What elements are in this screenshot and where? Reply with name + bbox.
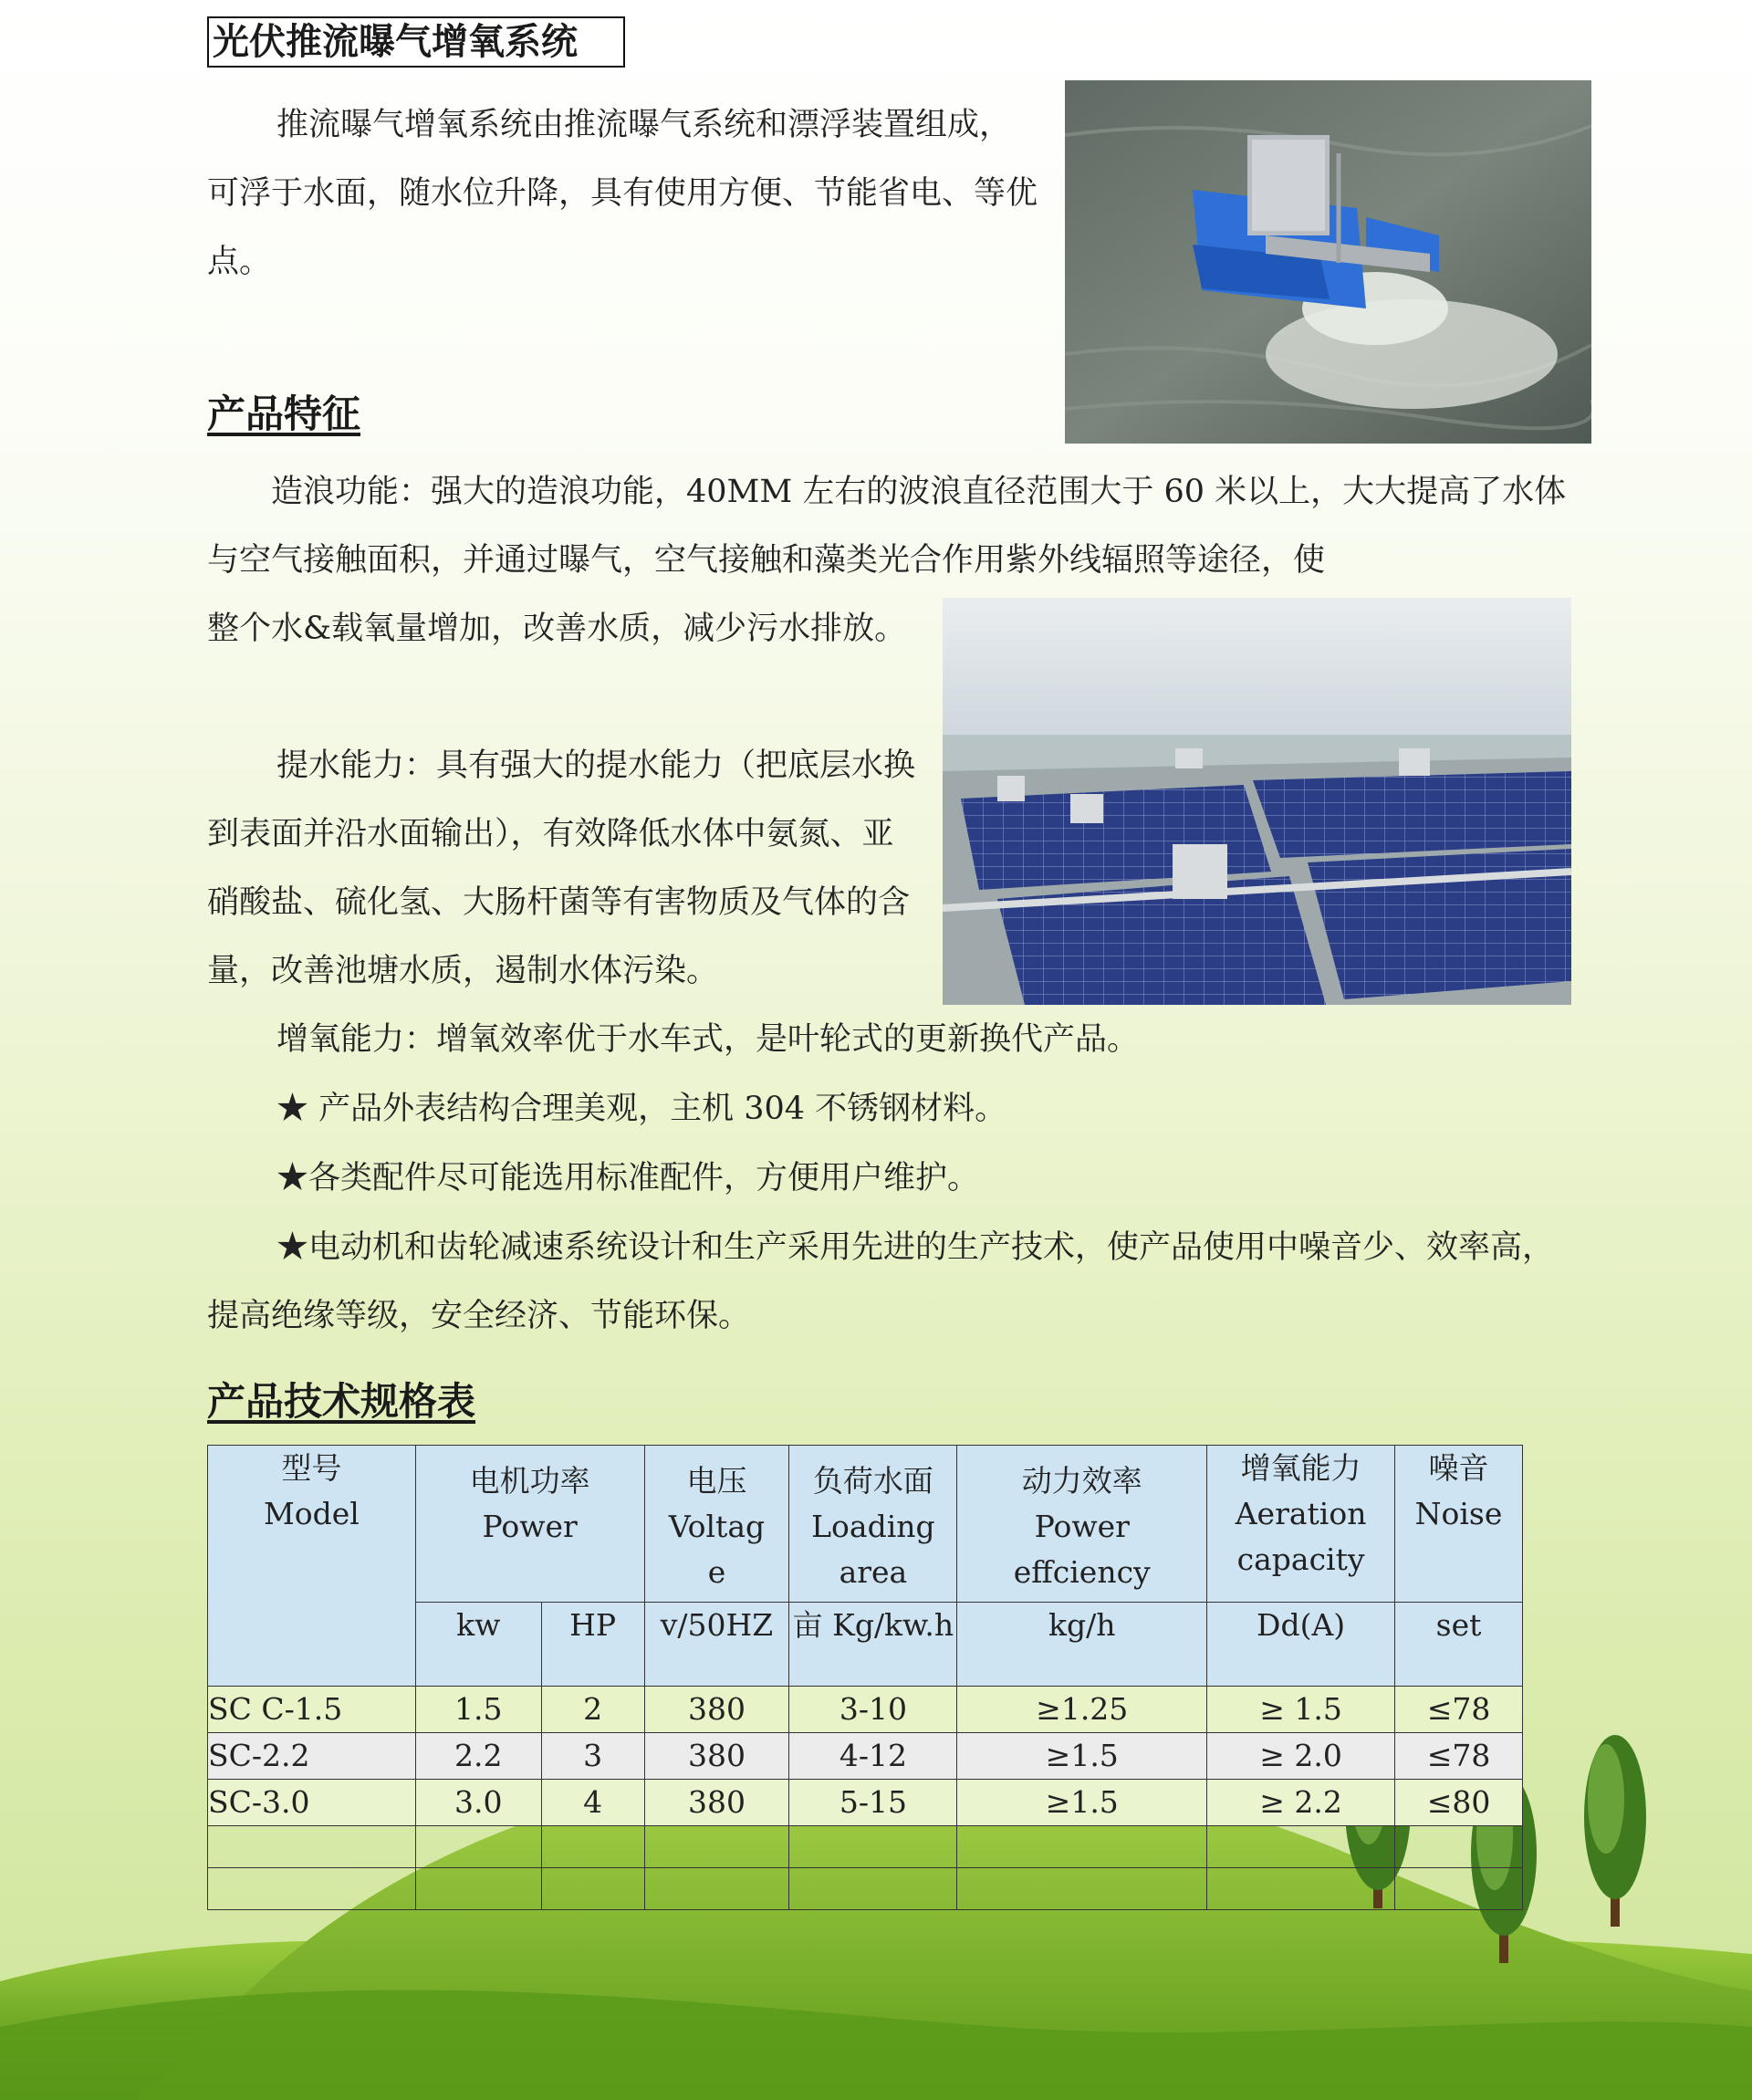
header-loading: 负荷水面 Loading area xyxy=(789,1446,957,1603)
table-row xyxy=(208,1733,1523,1780)
header-noise: 噪音 Noise xyxy=(1395,1446,1523,1603)
table-cell: 3-10 xyxy=(789,1687,957,1733)
header-power: 电机功率 Power xyxy=(415,1446,644,1603)
table-cell: ≥ 1.5 xyxy=(1207,1687,1395,1733)
table-cell: SC-2.2 xyxy=(208,1733,416,1780)
unit-cell: set xyxy=(1395,1603,1523,1687)
table-cell: SC C-1.5 xyxy=(208,1687,416,1733)
bullet-item: ★ 产品外表结构合理美观，主机 304 不锈钢材料。 xyxy=(276,1091,1007,1127)
intro-paragraph: 推流曝气增氧系统由推流曝气系统和漂浮装置组成，可浮于水面，随水位升降，具有使用方便、节能省电、等优点。 xyxy=(207,107,1038,280)
header-efficiency: 动力效率 Power effciency xyxy=(957,1446,1207,1603)
wave-paragraph-rest: 整个水&载氧量增加，改善水质，减少污水排放。 xyxy=(207,611,907,647)
table-cell: ≥ 2.0 xyxy=(1207,1733,1395,1780)
spec-table xyxy=(207,1445,1523,1910)
table-cell: 4-12 xyxy=(789,1733,957,1780)
table-cell: ≥1.5 xyxy=(957,1733,1207,1780)
wave-paragraph-top: 造浪功能：强大的造浪功能，40MM 左右的波浪直径范围大于 60 米以上，大大提高了水体与空气接触面积，并通过曝气，空气接触和藻类光合作用紫外线辐照等途径，使 xyxy=(207,474,1567,579)
aerator-photo xyxy=(1065,80,1591,444)
table-cell: 4 xyxy=(541,1780,644,1826)
table-cell: 2.2 xyxy=(415,1733,541,1780)
header-aeration: 增氧能力 Aeration capacity xyxy=(1207,1446,1395,1603)
unit-cell: 亩 Kg/kw.h xyxy=(789,1603,957,1687)
table-cell: 380 xyxy=(644,1687,789,1733)
oxygen-paragraph: 增氧能力：增氧效率优于水车式，是叶轮式的更新换代产品。 xyxy=(276,1021,1140,1058)
table-cell: 1.5 xyxy=(415,1687,541,1733)
table-cell: 380 xyxy=(644,1733,789,1780)
table-cell: ≤78 xyxy=(1395,1733,1523,1780)
lift-paragraph: 提水能力：具有强大的提水能力（把底层水换到表面并沿水面输出），有效降低水体中氨氮、亚硝酸盐、硫化氢、大肠杆菌等有害物质及气体的含量，改善池塘水质，遏制水体污染。 xyxy=(207,747,916,989)
unit-cell: kw xyxy=(415,1603,541,1687)
header-voltage: 电压 Voltag e xyxy=(644,1446,789,1603)
table-row xyxy=(208,1780,1523,1826)
table-cell: 3.0 xyxy=(415,1780,541,1826)
table-cell: ≥ 2.2 xyxy=(1207,1780,1395,1826)
table-cell: ≤78 xyxy=(1395,1687,1523,1733)
unit-cell: kg/h xyxy=(957,1603,1207,1687)
table-cell: 380 xyxy=(644,1780,789,1826)
features-heading: 产品特征 xyxy=(207,392,361,436)
table-cell: 5-15 xyxy=(789,1780,957,1826)
table-cell: ≤80 xyxy=(1395,1780,1523,1826)
table-row xyxy=(208,1826,1523,1868)
table-cell: SC-3.0 xyxy=(208,1780,416,1826)
table-row xyxy=(208,1687,1523,1733)
table-cell: ≥1.25 xyxy=(957,1687,1207,1733)
table-cell: 3 xyxy=(541,1733,644,1780)
page-title: 光伏推流曝气增氧系统 xyxy=(207,16,625,68)
table-cell: ≥1.5 xyxy=(957,1780,1207,1826)
bullet-item: ★各类配件尽可能选用标准配件，方便用户维护。 xyxy=(276,1160,980,1196)
solar-panel-photo xyxy=(943,598,1571,1005)
unit-cell: Dd(A) xyxy=(1207,1603,1395,1687)
table-cell: 2 xyxy=(541,1687,644,1733)
tree-icon xyxy=(1584,1735,1646,1927)
unit-cell: HP xyxy=(541,1603,644,1687)
unit-cell: v/50HZ xyxy=(644,1603,789,1687)
table-row xyxy=(208,1868,1523,1910)
bullet-item: ★电动机和齿轮减速系统设计和生产采用先进的生产技术，使产品使用中噪音少、效率高，提高绝缘等级，安全经济、节能环保。 xyxy=(207,1229,1555,1334)
header-model: 型号 Model xyxy=(208,1446,416,1687)
spec-heading: 产品技术规格表 xyxy=(207,1379,476,1424)
